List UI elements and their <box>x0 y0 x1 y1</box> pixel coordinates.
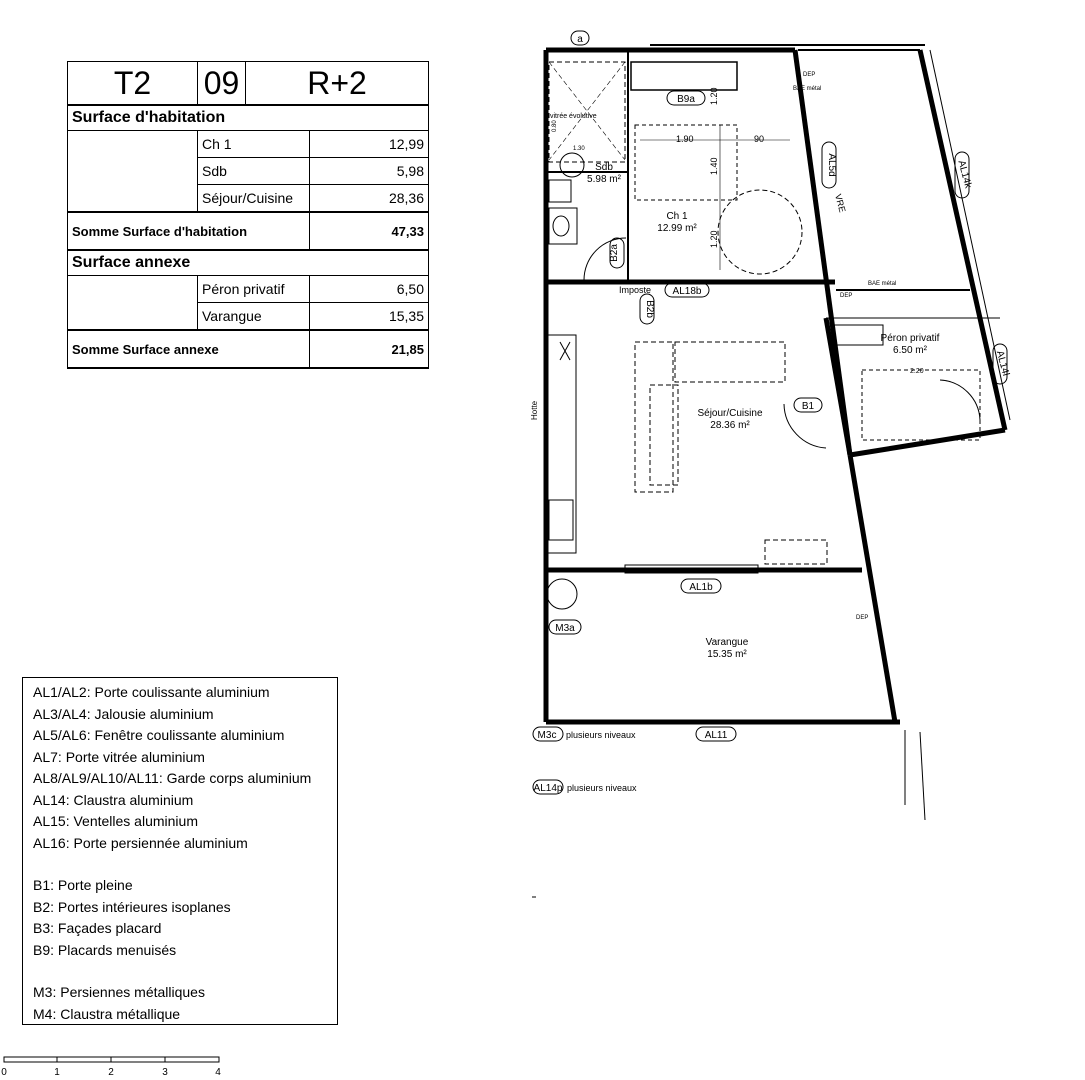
floor-plan <box>520 25 1012 835</box>
tag-m3a: M3a <box>555 623 575 634</box>
sejour-area: 28.36 m² <box>710 420 750 431</box>
scale-bar <box>0 1050 230 1080</box>
tag-al18b: AL18b <box>672 286 702 297</box>
scale-tick: 2 <box>108 1067 114 1078</box>
legend-item: B1: Porte pleine <box>33 877 133 893</box>
tag-b2a: B2a <box>609 244 620 262</box>
tag-b9a: B9a <box>677 94 695 105</box>
dim-080: 0.80 <box>552 120 558 132</box>
room-label: Varangue <box>198 303 310 331</box>
dep-label: DEP <box>856 615 869 621</box>
annexe-sum-label: Somme Surface annexe <box>68 330 310 368</box>
legend-item: AL16: Porte persiennée aluminium <box>33 834 248 851</box>
hotte-label: Hotte <box>530 400 539 420</box>
peron-name: Péron privatif <box>880 333 940 344</box>
peron-area: 6.50 m² <box>893 345 927 356</box>
habitation-title: Surface d'habitation <box>68 105 429 131</box>
legend-item: M4: Claustra métallique <box>33 1005 181 1022</box>
varangue-area: 15.35 m² <box>707 649 747 660</box>
legend-item: B9: Placards menuisés <box>33 941 177 958</box>
tag-m3c: M3c <box>537 730 557 741</box>
legend-item: AL3/AL4: Jalousie aluminium <box>33 705 214 722</box>
unit-type: T2 <box>68 62 198 106</box>
dim-190: 1.90 <box>676 134 694 144</box>
legend-item: AL5/AL6: Fenêtre coulissante aluminium <box>33 727 285 743</box>
legend-item: B2: Portes intérieures isoplanes <box>33 898 231 915</box>
room-value: 12,99 <box>310 131 429 158</box>
annexe-sum-value: 21,85 <box>310 330 429 368</box>
unit-header-row <box>68 62 429 106</box>
bae-label: BAE métal <box>793 86 822 92</box>
dep-label: DEP <box>803 72 816 78</box>
dim-130: 1.30 <box>573 146 585 152</box>
scale-tick: 4 <box>215 1067 221 1078</box>
scale-tick: 0 <box>1 1067 7 1078</box>
tag-al5d: AL5d <box>826 153 837 177</box>
legend-item: AL1/AL2: Porte coulissante aluminium <box>33 684 270 700</box>
legend-item: AL7: Porte vitrée aluminium <box>33 748 205 765</box>
sdb-area: 5.98 m² <box>587 174 621 185</box>
dim-120a: 1.20 <box>709 87 719 105</box>
legend-item: AL14: Claustra aluminium <box>33 791 194 808</box>
dim-120b: 1.20 <box>709 230 719 248</box>
surface-table <box>67 61 429 369</box>
varangue-name: Varangue <box>705 637 749 648</box>
room-label: Séjour/Cuisine <box>198 185 310 213</box>
ch1-area: 12.99 m² <box>657 223 697 234</box>
scale-tick: 3 <box>162 1067 168 1078</box>
legend-item: M3: Persiennes métalliques <box>33 984 205 1000</box>
tag-al14l: AL14l <box>993 349 1012 378</box>
dim-140: 1.40 <box>709 157 719 175</box>
vre-label: VRE <box>833 192 848 214</box>
tag-a: a <box>577 34 583 45</box>
room-label: Péron privatif <box>198 276 310 303</box>
room-value: 28,36 <box>310 185 429 213</box>
legend-item: B3: Façades placard <box>33 920 162 936</box>
tag-al11: AL11 <box>704 730 728 741</box>
dep-label: DEP <box>840 293 853 299</box>
table-row <box>68 276 429 303</box>
sejour-name: Séjour/Cuisine <box>697 408 763 419</box>
habitation-sum-row <box>68 212 429 250</box>
bae-label: BAE métal <box>868 281 897 287</box>
imposte-label: Imposte <box>619 285 652 295</box>
table-row <box>68 131 429 158</box>
tag-al14k: AL14k <box>955 159 974 190</box>
room-value: 6,50 <box>310 276 429 303</box>
room-value: 5,98 <box>310 158 429 185</box>
unit-level: R+2 <box>246 62 429 106</box>
habitation-sum-label: Somme Surface d'habitation <box>68 212 310 250</box>
room-value: 15,35 <box>310 303 429 331</box>
tag-al1b: AL1b <box>689 582 713 593</box>
annexe-section-row <box>68 250 429 276</box>
unit-number: 09 <box>198 62 246 106</box>
habitation-sum-value: 47,33 <box>310 212 429 250</box>
plusieurs-niveaux-label: plusieurs niveaux <box>566 730 636 740</box>
plusieurs-niveaux-label: plusieurs niveaux <box>567 783 637 793</box>
tag-b2b: B2b <box>644 300 655 318</box>
dim-90: 90 <box>754 134 765 144</box>
annexe-sum-row <box>68 330 429 368</box>
annexe-title: Surface annexe <box>68 250 429 276</box>
habitation-section-row <box>68 105 429 131</box>
label-vitree: vitrée évolutive <box>550 113 597 120</box>
legend-item: AL8/AL9/AL10/AL11: Garde corps aluminium <box>33 770 312 786</box>
scale-tick: 1 <box>54 1067 60 1078</box>
ch1-name: Ch 1 <box>666 211 688 222</box>
walls <box>546 50 1005 722</box>
legend-box <box>22 677 338 1025</box>
dim-220: 2.20 <box>910 368 924 375</box>
sdb-name: Sdb <box>595 162 613 173</box>
tag-al14p: AL14p <box>533 783 563 794</box>
legend-item: AL15: Ventelles aluminium <box>33 813 198 829</box>
tag-b1: B1 <box>801 401 815 412</box>
room-label: Ch 1 <box>198 131 310 158</box>
room-label: Sdb <box>198 158 310 185</box>
